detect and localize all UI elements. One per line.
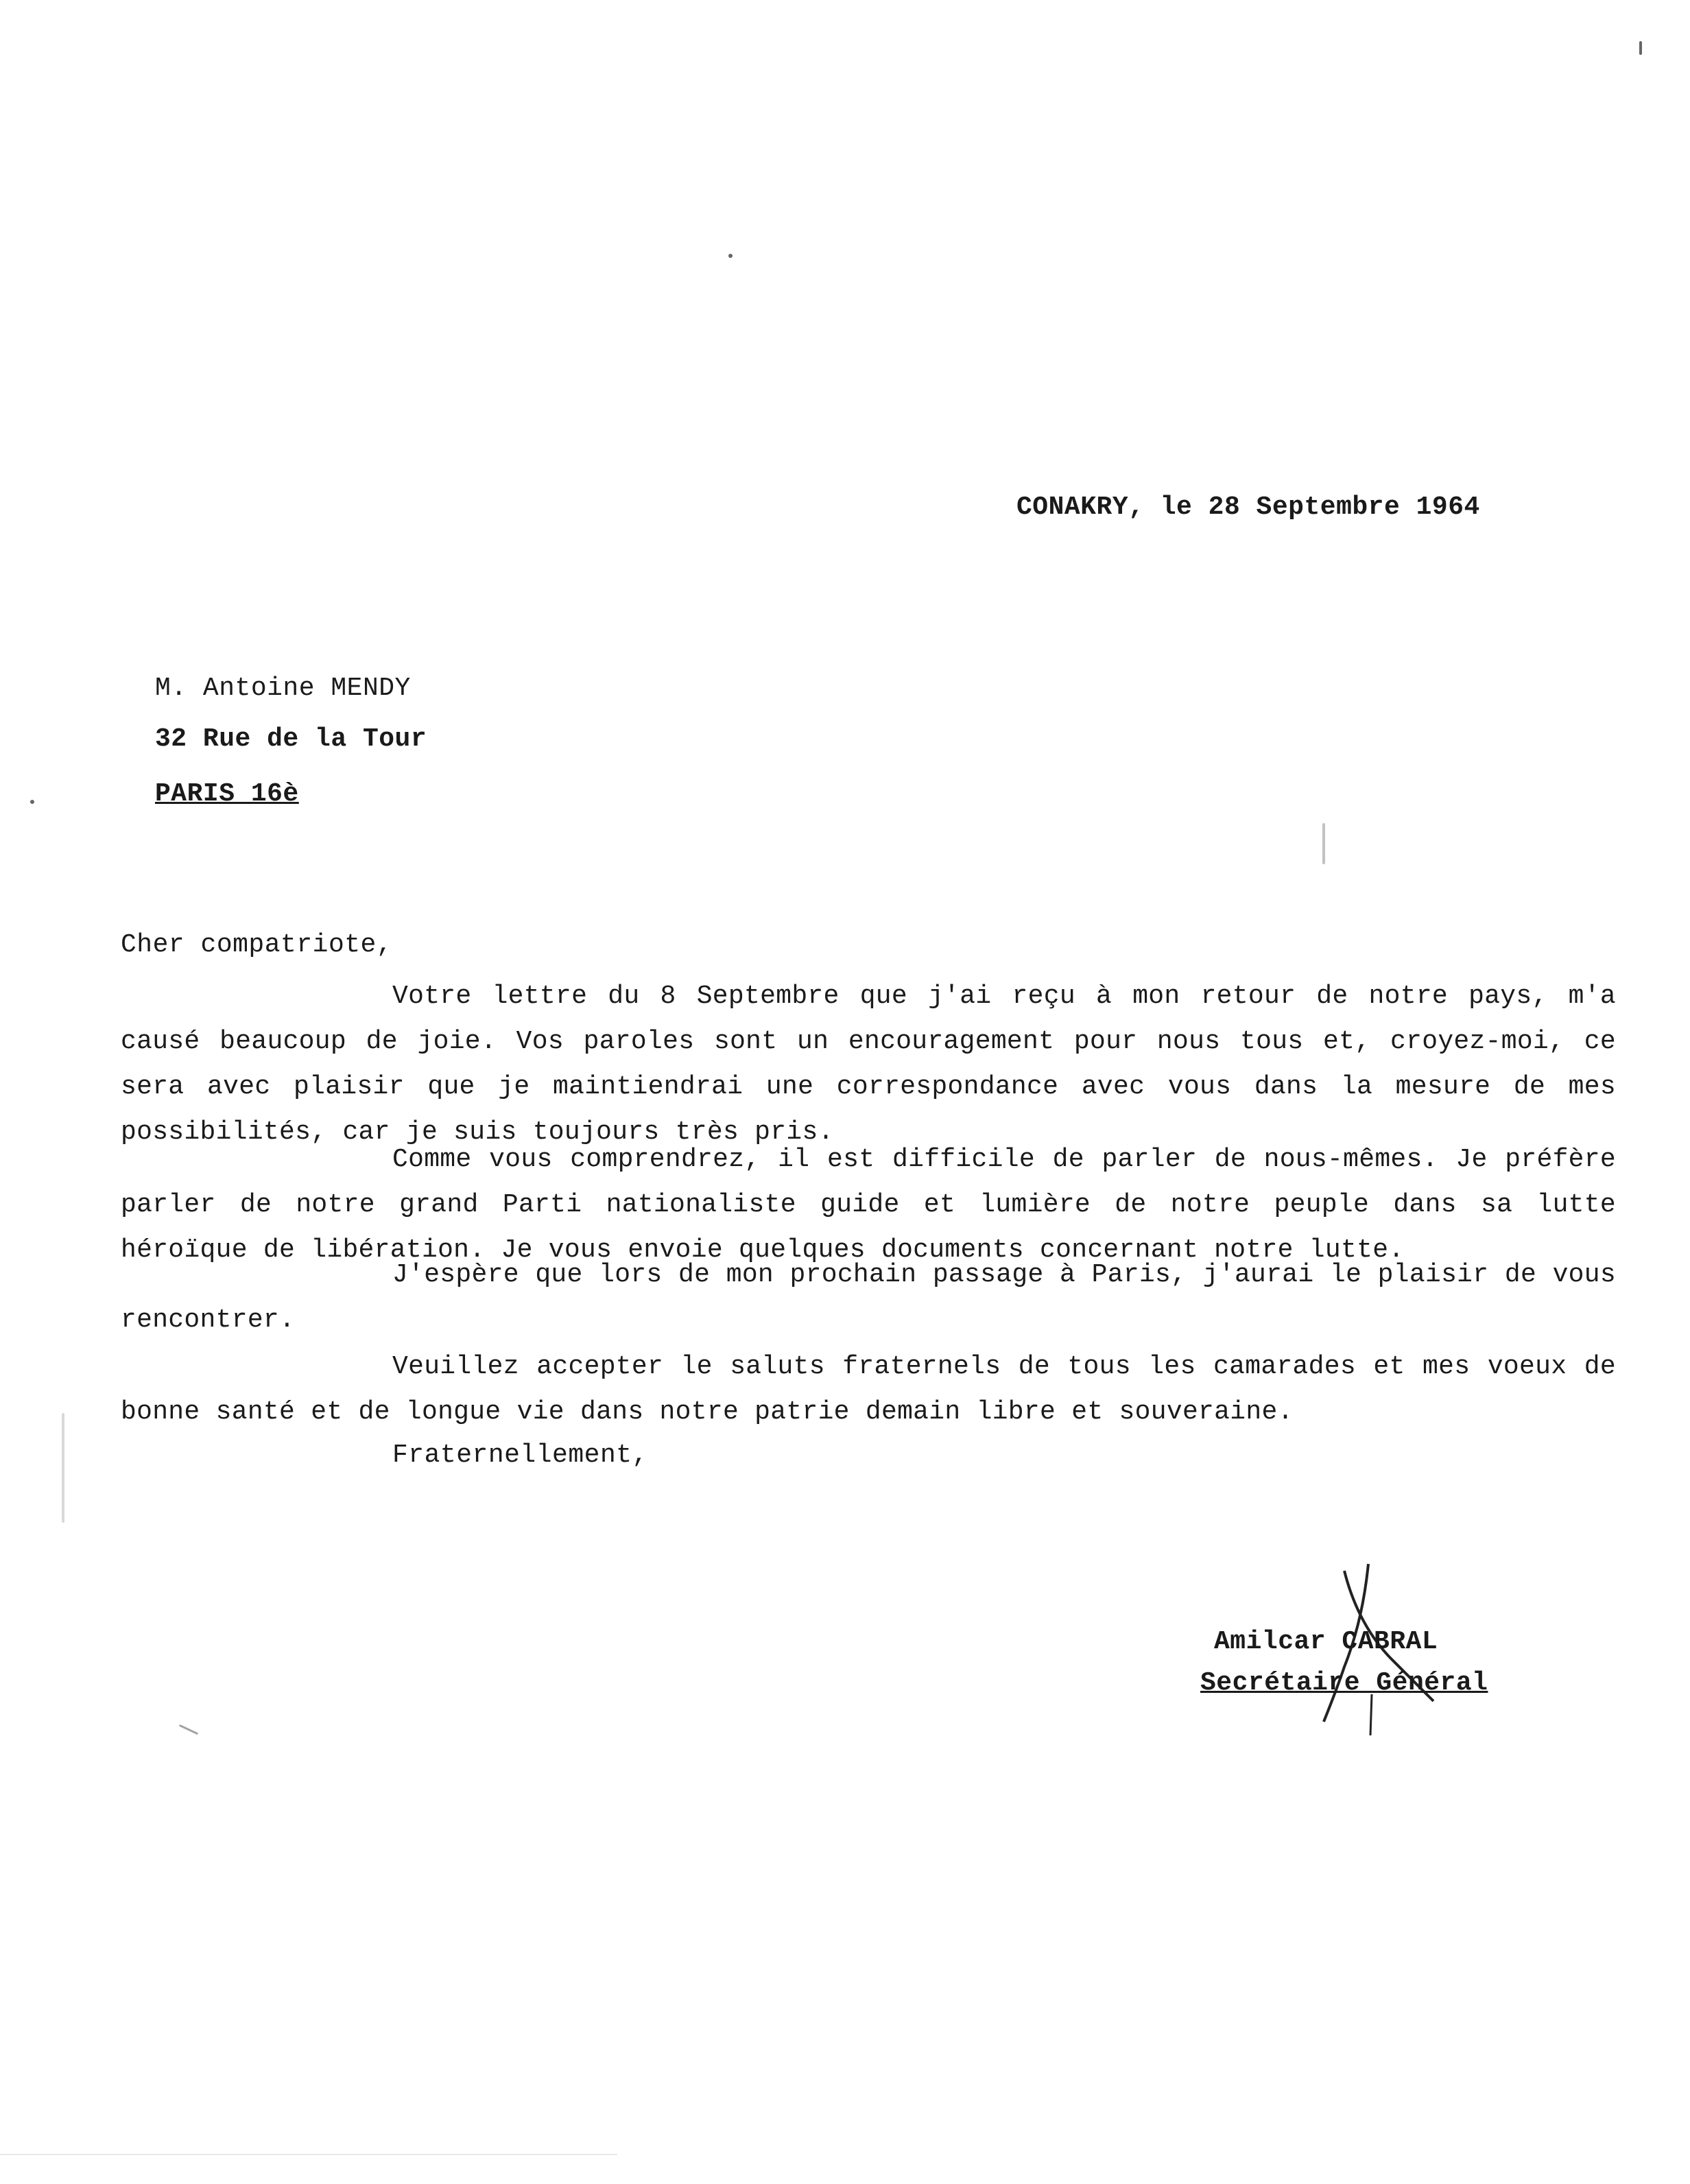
salutation: Cher compatriote,: [121, 930, 393, 960]
body-paragraph-4: Veuillez accepter le saluts fraternels de tous les camarades et mes voeux de bonne santé et de longue vie dans notre patrie demain libre et souveraine.: [121, 1352, 1616, 1427]
scan-speck: [1639, 41, 1642, 55]
signatory-title: Secrétaire Général: [1200, 1668, 1488, 1698]
closing: Fraternellement,: [392, 1440, 648, 1470]
body-paragraph-2: Comme vous comprendrez, il est difficile de parler de nous-mêmes. Je préfère parler de notre grand Parti nationaliste guide et lumière de notre peuple dans sa lutte héroïque de libération. Je vous envoie quelques documents concernant notre lutte.: [121, 1145, 1616, 1265]
body-paragraph-3: J'espère que lors de mon prochain passage à Paris, j'aurai le plaisir de vous rencontrer.: [121, 1260, 1616, 1335]
scan-speck: [1322, 823, 1325, 864]
scan-speck: [30, 800, 34, 804]
scan-speck: [728, 254, 733, 258]
scan-speck: [62, 1413, 64, 1523]
scan-speck: [0, 2154, 617, 2155]
scan-speck: [179, 1724, 198, 1735]
body-paragraph-1: Votre lettre du 8 Septembre que j'ai reçu à mon retour de notre pays, m'a causé beaucoup de joie. Vos paroles sont un encouragement pour nous tous et, croyez-moi, ce sera avec plaisir que je maintiendrai une correspondance avec vous dans la mesure de mes possibilités, car je suis toujours très pris.: [121, 982, 1616, 1147]
recipient-name: M. Antoine MENDY: [155, 674, 411, 703]
signatory-name: Amilcar CABRAL: [1214, 1627, 1438, 1657]
recipient-city: PARIS 16è: [155, 779, 299, 809]
recipient-street: 32 Rue de la Tour: [155, 724, 427, 754]
letter-date: CONAKRY, le 28 Septembre 1964: [1016, 492, 1480, 522]
